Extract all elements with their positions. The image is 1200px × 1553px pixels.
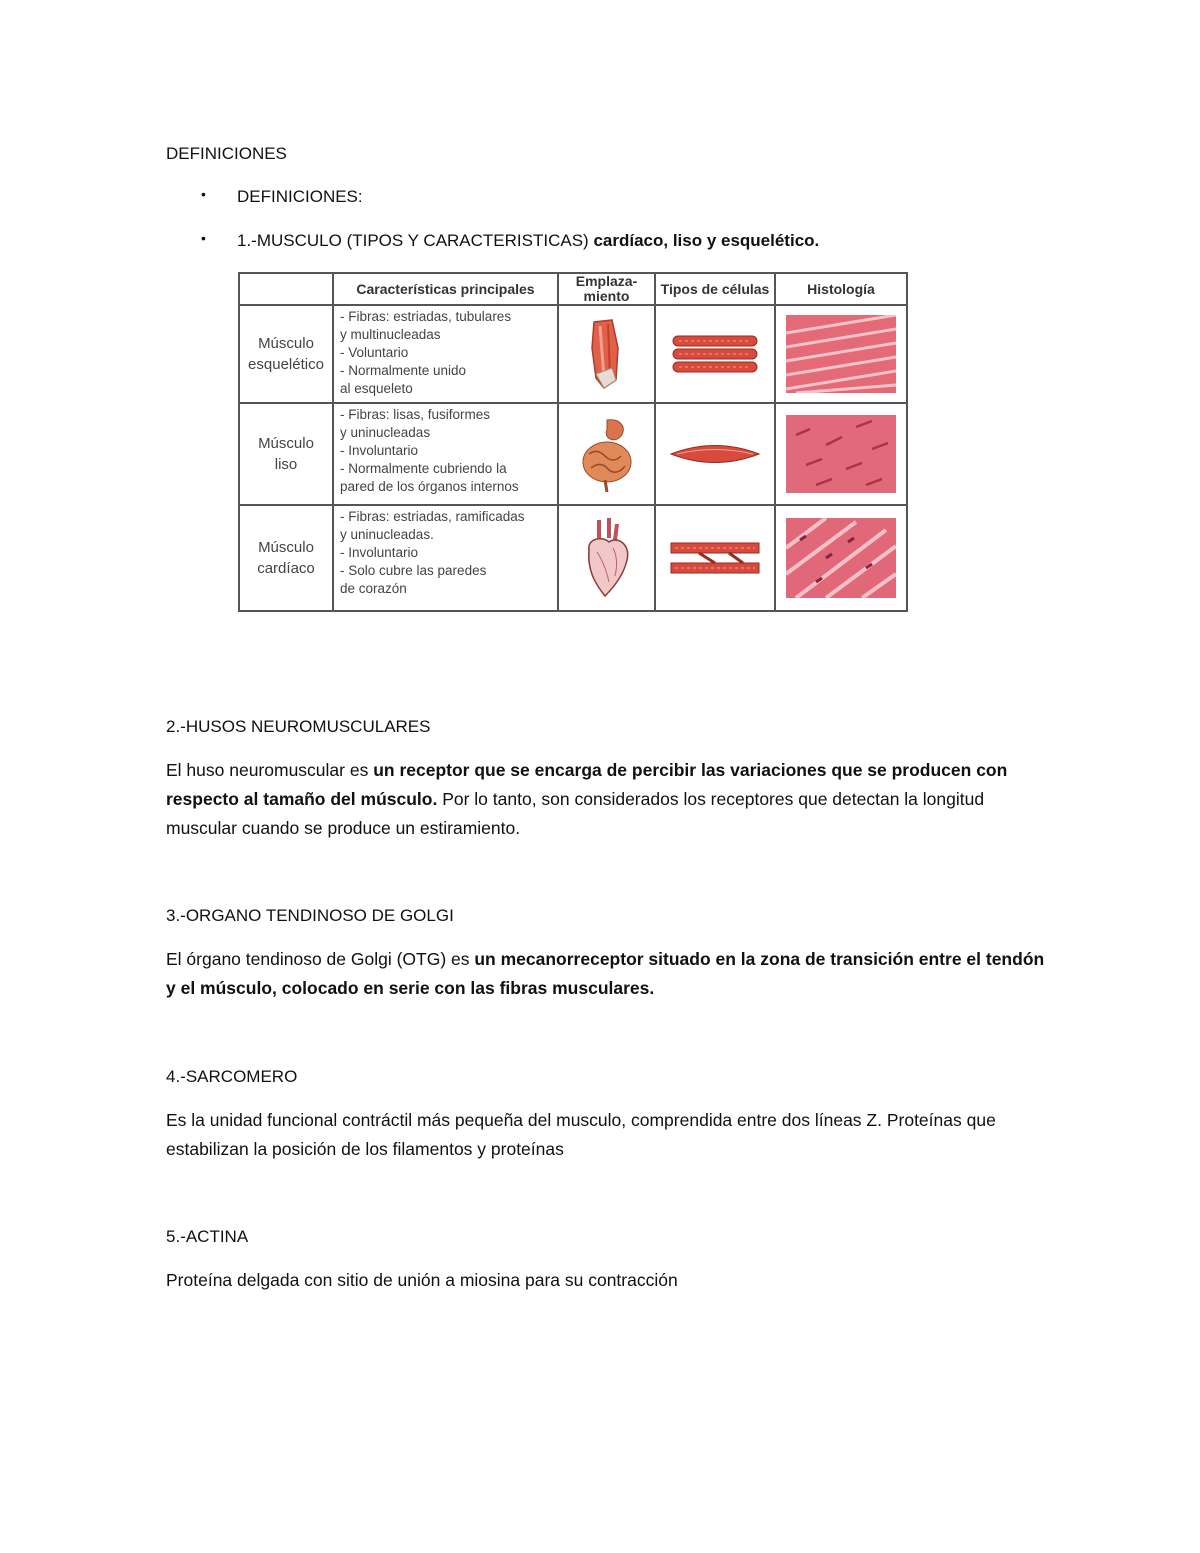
histology-skeletal [775, 305, 907, 403]
char-line: - Fibras: lisas, fusiformes [340, 407, 491, 422]
cardiac-fiber-illustration [669, 535, 761, 581]
char-line: - Normalmente cubriendo la [340, 461, 507, 476]
cardiac-histology-image [786, 518, 896, 598]
bullet-item-musculo [237, 227, 819, 255]
location-cell-skeletal [558, 305, 655, 403]
section-paragraph-golgi [166, 945, 1046, 1003]
table-row [239, 505, 907, 611]
cell-type-skeletal [655, 305, 775, 403]
row-name-smooth [239, 403, 333, 505]
bullet-marker: • [201, 186, 206, 202]
row-name-line: Músculo [258, 335, 314, 352]
text-run: Por lo tanto, son considerados los receptores que detectan la longitud muscular cuando se produce un estiramiento. [166, 789, 985, 838]
char-line: - Fibras: estriadas, tubulares [340, 309, 512, 324]
text-run: El órgano tendinoso de Golgi (OTG) es [166, 949, 475, 969]
skeletal-fiber-illustration [669, 332, 761, 376]
text-run: El huso neuromuscular es [166, 760, 374, 780]
row-name-line: liso [274, 456, 298, 473]
row-chars-skeletal [333, 305, 558, 403]
char-line: - Involuntario [340, 545, 419, 560]
char-line: y uninucleadas [340, 425, 431, 440]
section-heading-sarcomero: 4.-SARCOMERO [166, 1067, 298, 1086]
char-line: - Solo cubre las paredes [340, 563, 487, 578]
char-line: pared de los órganos internos [340, 479, 519, 494]
histology-cardiac [775, 505, 907, 611]
table-header-histology: Histología [775, 273, 907, 305]
smooth-fiber-illustration [669, 439, 761, 469]
section-paragraph-husos [166, 756, 1046, 843]
bullet-marker: • [201, 230, 206, 246]
section-heading-actina: 5.-ACTINA [166, 1227, 249, 1246]
row-name-skeletal [239, 305, 333, 403]
section-heading-husos: 2.-HUSOS NEUROMUSCULARES [166, 717, 431, 736]
table-header-location [558, 273, 655, 305]
table-header-row [239, 273, 907, 305]
char-line: - Normalmente unido [340, 363, 467, 378]
row-name-line: Músculo [258, 435, 314, 452]
char-line: - Involuntario [340, 443, 419, 458]
row-name-line: Músculo [258, 539, 314, 556]
bullet-item-definiciones: DEFINICIONES: [237, 187, 363, 206]
histology-smooth [775, 403, 907, 505]
location-cell-smooth [558, 403, 655, 505]
row-name-line: esquelético [248, 356, 324, 373]
section-paragraph-actina: Proteína delgada con sitio de unión a miosina para su contracción [166, 1270, 678, 1290]
row-chars-smooth [333, 403, 558, 505]
muscle-types-table [238, 272, 908, 612]
bullet-musculo-types: cardíaco, liso y esquelético. [588, 231, 820, 250]
row-name-cardiac [239, 505, 333, 611]
smooth-histology-image [786, 415, 896, 493]
table-row [239, 403, 907, 505]
row-name-line: cardíaco [257, 560, 315, 577]
page-title: DEFINICIONES [166, 144, 287, 163]
char-line: y multinucleadas [340, 327, 441, 342]
header-line: Emplaza- [575, 273, 638, 289]
section-heading-golgi: 3.-ORGANO TENDINOSO DE GOLGI [166, 906, 454, 925]
text-run-bold: un receptor que se encarga de percibir las variaciones que se producen con respecto al tamaño del músculo. [166, 760, 1008, 809]
table-header-cells: Tipos de células [655, 273, 775, 305]
intestine-illustration [577, 414, 637, 494]
arm-muscle-illustration [582, 318, 632, 390]
bullet-musculo-label: 1.-MUSCULO (TIPOS Y CARACTERISTICAS) [237, 231, 589, 250]
cell-type-cardiac [655, 505, 775, 611]
section-paragraph-sarcomero: Es la unidad funcional contráctil más pequeña del musculo, comprendida entre dos líneas Z. Proteínas que estabilizan la posición de los filamentos y proteínas [166, 1110, 996, 1159]
table-header-chars: Características principales [333, 273, 558, 305]
header-line: miento [583, 288, 630, 304]
heart-illustration [579, 516, 635, 600]
table-header-empty [239, 273, 333, 305]
text-run-bold: un mecanorreceptor situado en la zona de transición entre el tendón y el músculo, colocado en serie con las fibras musculares. [166, 949, 1045, 998]
location-cell-cardiac [558, 505, 655, 611]
char-line: - Fibras: estriadas, ramificadas [340, 509, 525, 524]
row-chars-cardiac [333, 505, 558, 611]
char-line: al esqueleto [340, 381, 413, 396]
table-row [239, 305, 907, 403]
skeletal-histology-image [786, 315, 896, 393]
char-line: - Voluntario [340, 345, 409, 360]
cell-type-smooth [655, 403, 775, 505]
char-line: y uninucleadas. [340, 527, 434, 542]
char-line: de corazón [340, 581, 407, 596]
